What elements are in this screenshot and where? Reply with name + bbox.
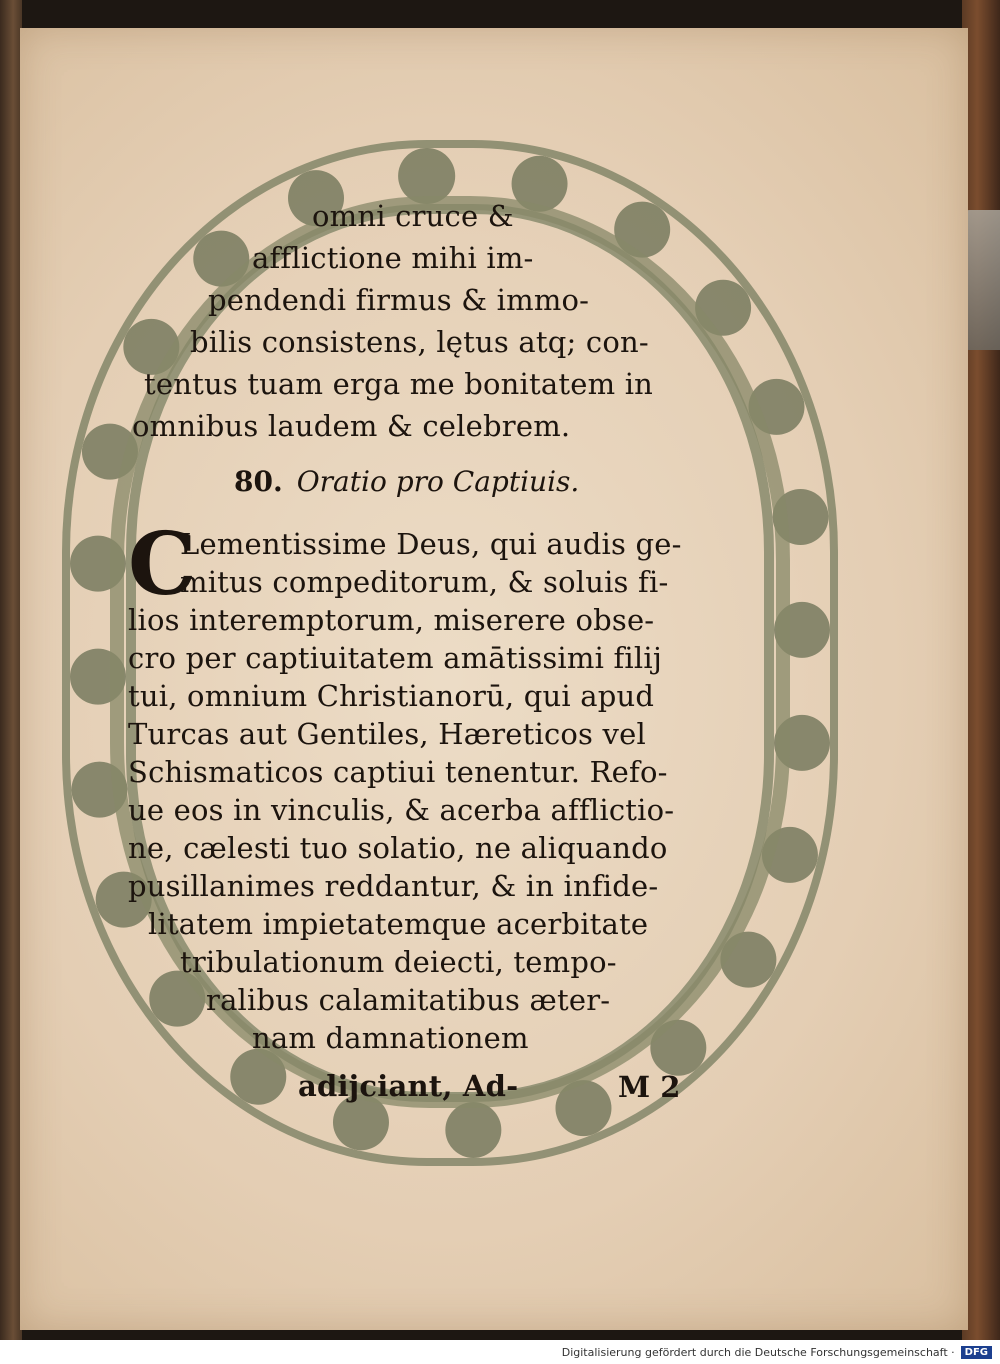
- text-line: Schismaticos captiui tenentur. Refo-: [128, 755, 668, 789]
- dfg-logo-icon: DFG: [961, 1346, 992, 1359]
- book-spine: [0, 0, 22, 1340]
- section-heading: [234, 466, 579, 498]
- signature-mark: M 2: [618, 1070, 681, 1104]
- book-page: [20, 28, 968, 1330]
- text-line: pendendi firmus & immo-: [208, 283, 590, 317]
- text-line: ue eos in vinculis, & acerba afflictio-: [128, 793, 675, 827]
- footer-credit: Digitalisierung gefördert durch die Deutsche Forschungsgemeinschaft ·: [561, 1345, 955, 1359]
- text-line: ralibus calamitatibus æter-: [206, 983, 611, 1017]
- text-line: nam damnationem: [252, 1021, 529, 1055]
- text-line: litatem impietatemque acerbitate: [148, 907, 649, 941]
- digitization-footer: [0, 1340, 1000, 1364]
- text-line: ne, cælesti tuo solatio, ne aliquando: [128, 831, 668, 865]
- catchword-line: adijciant, Ad-: [298, 1069, 519, 1103]
- text-line: tribulationum deiecti, tempo-: [180, 945, 617, 979]
- text-line: omni cruce &: [312, 199, 514, 233]
- page-text: [20, 28, 968, 1330]
- text-line: Lementissime Deus, qui audis ge-: [180, 527, 682, 561]
- text-line: cro per captiuitatem amātissimi filij: [128, 641, 663, 675]
- text-line: lios interemptorum, miserere obse-: [128, 603, 655, 637]
- text-line: mitus compeditorum, & soluis fi-: [180, 565, 669, 599]
- drop-cap: C: [128, 514, 197, 615]
- text-line: Turcas aut Gentiles, Hæreticos vel: [128, 717, 646, 751]
- text-line: afflictione mihi im-: [252, 241, 534, 275]
- text-line: omnibus laudem & celebrem.: [132, 409, 571, 443]
- text-line: pusillanimes reddantur, & in infide-: [128, 869, 659, 903]
- section-title: Oratio pro Captiuis.: [296, 465, 580, 498]
- text-line: bilis consistens, lętus atq; con-: [190, 325, 649, 359]
- section-number: 80.: [234, 465, 283, 498]
- text-line: tentus tuam erga me bonitatem in: [144, 367, 654, 401]
- text-line: tui, omnium Christianorū, qui apud: [128, 679, 655, 713]
